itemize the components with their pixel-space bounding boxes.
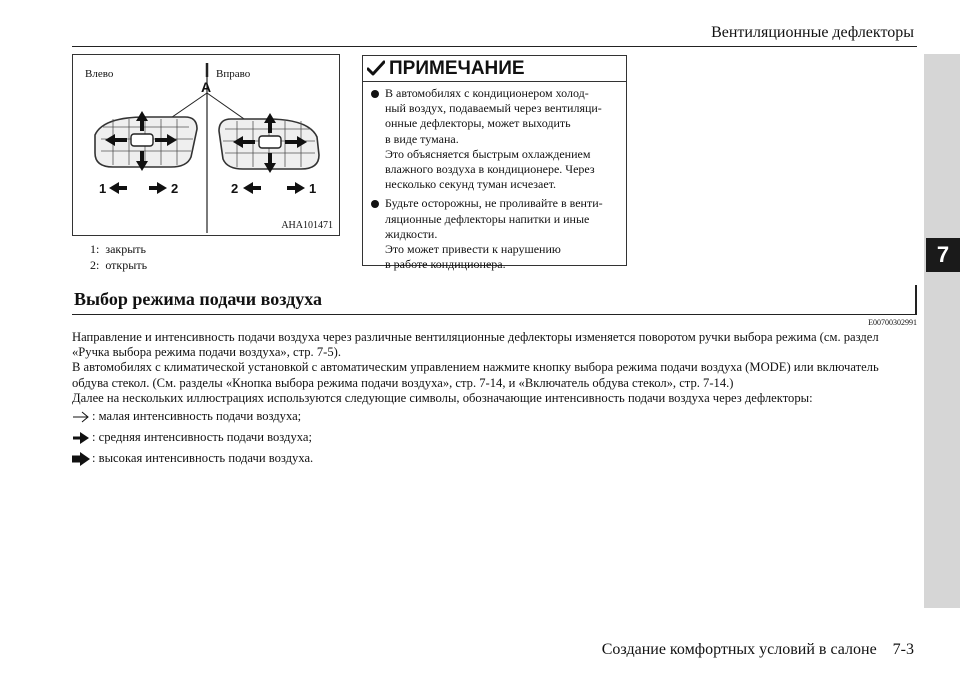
note-title: ПРИМЕЧАНИЕ xyxy=(389,58,525,79)
section-code: E00700302991 xyxy=(868,318,917,327)
note-list xyxy=(371,86,620,276)
marker-a-label: A xyxy=(201,79,212,95)
page-footer: Создание комфортных условий в салоне 7-3 xyxy=(601,641,914,658)
thick-arrow-icon xyxy=(72,452,90,466)
paragraph-line: обдува стекол. (См. разделы «Кнопка выбора режима подачи воздуха», стр. 7-14, и «Включатель обдува стекол», стр. 7-14.) xyxy=(72,375,734,390)
symbol-high-row: : высокая интенсивность подачи воздуха. xyxy=(72,451,313,466)
bullet-icon xyxy=(371,90,379,98)
checkmark-icon xyxy=(367,60,385,77)
note-item: Будьте осторожны, не проливайте в венти- ляционные дефлекторы напитки и иные жидкости. Это может привести к нарушению в работе кондиционера. xyxy=(371,196,620,272)
paragraph-line: «Ручка выбора режима подачи воздуха», стр. 7-5). xyxy=(72,345,341,360)
legend-open-text: открыть xyxy=(105,258,148,272)
legend-item: 2: открыть xyxy=(90,258,148,272)
right-side-label: Вправо xyxy=(216,68,251,80)
chapter-number-badge: 7 xyxy=(926,238,960,272)
chapter-side-tab xyxy=(924,54,960,608)
section-title: Выбор режима подачи воздуха xyxy=(74,289,323,309)
symbol-medium-row: : средняя интенсивность подачи воздуха; xyxy=(72,430,312,445)
body-text xyxy=(72,330,920,406)
legend-item: 1: закрыть xyxy=(90,242,147,256)
header-divider xyxy=(72,46,917,47)
section-end-bar xyxy=(915,285,917,315)
paragraph-line: В автомобилях с климатической установкой с автоматическим управлением нажмите кнопку выбора режима подачи воздуха (MODE) или включатель xyxy=(72,360,879,375)
right-vent xyxy=(219,113,319,173)
right-position-2: 2 xyxy=(231,181,239,196)
note-item: В автомобилях с кондиционером холод- ный воздух, подаваемый через вентиляци- онные дефлекторы, может выходить в виде тумана. Это объясняется быстрым охлаждением влажного воздуха в кондиционере. Через несколько секунд туман исчезает. xyxy=(371,86,620,192)
medium-arrow-icon xyxy=(72,432,90,444)
section-underline xyxy=(72,314,917,315)
paragraph-line: Направление и интенсивность подачи воздуха через различные вентиляционные дефлекторы изменяется поворотом ручки выбора режима (см. раздел xyxy=(72,330,879,344)
thin-arrow-icon xyxy=(72,411,90,423)
vent-illustration xyxy=(72,54,340,236)
bullet-icon xyxy=(371,200,379,208)
left-vent xyxy=(95,111,197,171)
right-position-1: 1 xyxy=(309,181,317,196)
section-heading xyxy=(72,285,917,315)
symbol-low-row: : малая интенсивность подачи воздуха; xyxy=(72,409,301,424)
legend-close-text: закрыть xyxy=(105,242,147,256)
left-position-2: 2 xyxy=(171,181,179,196)
paragraph-line: Далее на нескольких иллюстрациях используются следующие символы, обозначающие интенсивность подачи воздуха через дефлекторы: xyxy=(72,390,813,405)
note-box xyxy=(362,55,627,272)
figure-code: AHA101471 xyxy=(281,220,333,231)
page-header-title: Вентиляционные дефлекторы xyxy=(711,24,914,41)
left-position-1: 1 xyxy=(99,181,107,196)
note-header xyxy=(363,56,626,82)
left-side-label: Влево xyxy=(85,68,114,80)
